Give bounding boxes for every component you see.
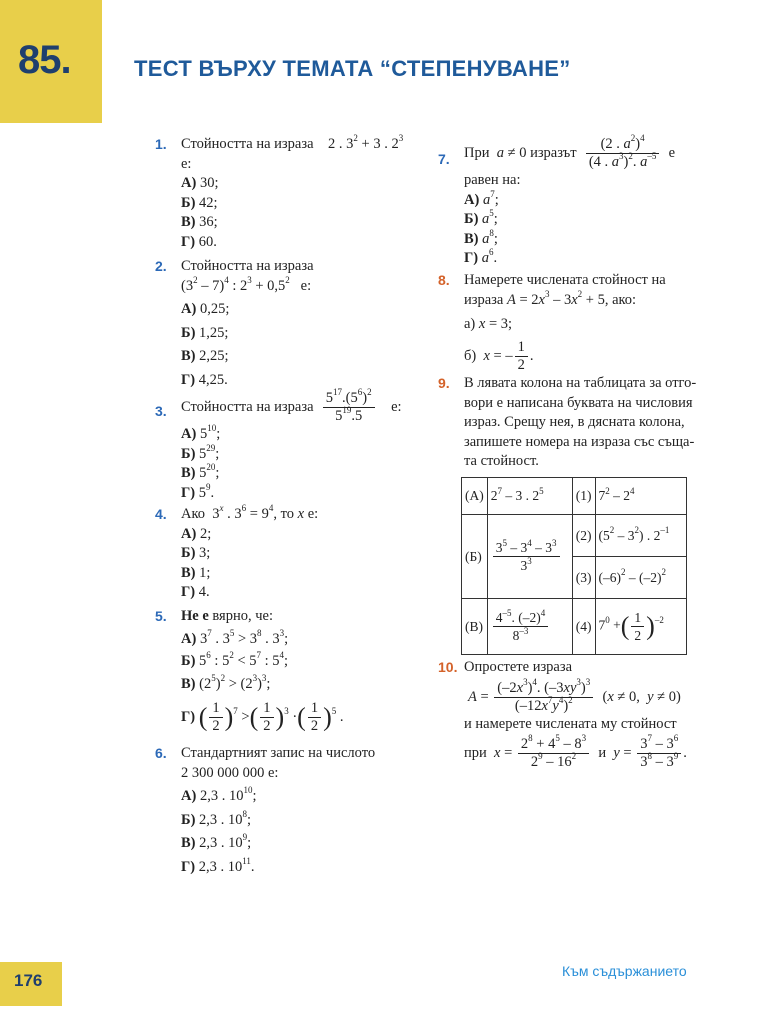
question-number: 3. <box>155 403 167 419</box>
question-3: 3. Стойността на израза $\frac{5^{17}.(5^6)^2}{5^{19}.5}$ е: А) $5^{10}$; Б) $5^{29}$; В) $5^{20}$; Г) $5^9$. <box>155 390 402 503</box>
question-tail: е: <box>181 155 192 172</box>
question-text-2: 2 300 000 000 е: <box>181 764 279 781</box>
option-b[interactable]: Б) $5^6$ : $5^2 < 5^7$ : $5^4$; <box>181 650 289 669</box>
table-cell: (В) <box>462 599 488 655</box>
option-c[interactable]: В) $(2^5)^2 > (2^3)^3$; <box>181 672 271 692</box>
option-b[interactable]: Б) 3; <box>181 545 211 561</box>
option-b[interactable]: Б) 42; <box>181 194 218 211</box>
page-number: 176 <box>14 971 43 990</box>
table-of-contents-link[interactable]: Към съдържанието <box>562 963 687 979</box>
option-a[interactable]: А) $a^7$; <box>464 188 499 208</box>
table-cell: $7^2 - 2^4$ <box>595 478 686 515</box>
question-text: Стойността на израза <box>181 258 314 274</box>
option-a[interactable]: А) 2,3 . $10^{10}$; <box>181 785 257 804</box>
lesson-number: 85. <box>18 38 71 82</box>
table-cell: (А) <box>462 478 488 515</box>
question-5 <box>155 607 344 735</box>
question-text: Опростете израза <box>464 659 573 675</box>
question-text: Не е вярно, че: <box>181 608 273 624</box>
option-a[interactable]: А) 0,25; <box>181 301 230 317</box>
question-number: 5. <box>155 608 167 624</box>
question-6 <box>155 744 375 877</box>
question-text-2: равен на: <box>464 172 521 188</box>
option-b[interactable]: Б) $a^5$; <box>464 208 498 227</box>
question-number: 2. <box>155 258 167 274</box>
question-10: 10. Опростете израза A = $\frac{(-2x^3)^4. (-3xy^3)^3}{(-12x^7y^4)^2}$ (x ≠ 0, y ≠ 0) и намерете числената му стойност при x = $\frac{2^8 + 4^5 - 8^3}{2^9 - 16^2}$ и y = $\frac{3^7 - 3^6}{3^8 - 3^9}$ . <box>438 659 687 770</box>
question-1: 1. Стойността на израза 2 . $3^2 + 3$ . $2^3$ е: А) 30; Б) 42; В) 36; Г) 60. <box>155 135 403 252</box>
option-c[interactable]: В) $a^8$; <box>464 227 498 247</box>
question-2: 2. Стойността на израза $(3^2 - 7)^4$ : $2^3 + 0,5^2$ е: А) 0,25; Б) 1,25; В) 2,25; Г) 4,25. <box>155 257 314 390</box>
matching-table <box>461 477 687 655</box>
expression-fraction: $\frac{5^{17}.(5^6)^2}{5^{19}.5}$ <box>323 390 375 425</box>
option-a[interactable]: А) 30; <box>181 175 219 191</box>
table-cell: (4) <box>572 599 595 655</box>
option-b[interactable]: Б) 1,25; <box>181 324 229 341</box>
question-number: 6. <box>155 745 167 761</box>
question-text-2: и намерете числената му стойност <box>464 715 677 732</box>
option-c[interactable]: В) 1; <box>181 564 211 581</box>
option-c[interactable]: В) 2,3 . $10^9$; <box>181 832 252 851</box>
option-b[interactable]: Б) 2,3 . $10^8$; <box>181 808 252 828</box>
option-b[interactable]: Б) $5^{29}$; <box>181 442 220 462</box>
option-a[interactable]: А) $5^{10}$; <box>181 423 221 442</box>
expression-fraction: $\frac{(2 . a^2)^4}{(4 . a^3)^2. a^{-5}}$ <box>586 136 660 171</box>
question-number: 8. <box>438 272 450 288</box>
option-d[interactable]: Г) 4,25. <box>181 371 228 388</box>
option-d[interactable]: Г) $5^9$. <box>181 481 215 501</box>
page-title: ТЕСТ ВЪРХУ ТЕМАТА “СТЕПЕНУВАНЕ” <box>134 56 571 81</box>
option-a[interactable]: А) $3^7$ . $3^5 > 3^8$ . $3^3$; <box>181 627 289 647</box>
question-number: 1. <box>155 136 167 152</box>
table-cell: (3) <box>572 557 595 599</box>
option-c[interactable]: В) 2,25; <box>181 348 229 364</box>
table-cell: $(5^2 - 3^2)$ . $2^{-1}$ <box>595 515 686 557</box>
part-b: б) x = – $\frac{1}{2}$ . <box>464 338 534 373</box>
option-d[interactable]: Г) 60. <box>181 233 217 250</box>
question-text: Ако 3$^x$ . $3^6 = 9^4$, то x е: <box>181 503 319 522</box>
table-cell: (1) <box>572 478 595 515</box>
option-c[interactable]: В) 36; <box>181 214 218 230</box>
question-number: 9. <box>438 375 450 391</box>
question-7: 7. При a ≠ 0 изразът $\frac{(2 . a^2)^4}{(4 . a^3)^2. a^{-5}}$ е равен на: А) $a^7$; Б) $a^5$; В) $a^8$; Г) $a^6$. <box>438 136 675 269</box>
table-cell: (Б) <box>462 515 488 599</box>
question-text: Стойността на израза <box>181 136 314 152</box>
table-cell: $(-6)^2 - (-2)^2$ <box>595 557 686 599</box>
table-cell: $7^0$ +( $\frac{1}{2}$ )$^{-2}$ <box>595 599 686 655</box>
option-d[interactable]: Г) ( $\frac{1}{2}$ )$^7$ >( $\frac{1}{2}$ )$^3$ ·( $\frac{1}{2}$ )$^5$ . <box>181 700 344 734</box>
table-cell: $\frac{4^{-5}. (-2)^4}{8^{-3}}$ <box>487 599 572 655</box>
option-a[interactable]: А) 2; <box>181 525 212 542</box>
question-4 <box>155 505 318 603</box>
question-number: 10. <box>438 659 458 675</box>
option-c[interactable]: В) $5^{20}$; <box>181 462 220 481</box>
option-d[interactable]: Г) 4. <box>181 584 210 600</box>
question-number: 7. <box>438 151 450 167</box>
part-a: а) x = 3; <box>464 316 513 332</box>
question-text: Стойността на израза <box>181 398 314 415</box>
table-cell: $2^7 - 3$ . $2^5$ <box>487 478 572 515</box>
question-text: Намерете числената стойност на <box>464 272 666 288</box>
question-9: 9. В лявата колона на таблицата за отго- вори е написана буквата на числовия израз. Срещу нея, в дясната колона, запишете номера на израза със съща- та стойност. <box>438 375 697 469</box>
question-text: Стандартният запис на числото <box>181 745 376 761</box>
question-8: 8. Намерете числената стойност на израза $A = 2x^3 - 3x^2 + 5$, ако: а) x = 3; б) x = – $\frac{1}{2}$ . <box>438 272 666 373</box>
table-cell: (2) <box>572 515 595 557</box>
option-d[interactable]: Г) $a^6$. <box>464 247 498 266</box>
option-d[interactable]: Г) 2,3 . $10^{11}$. <box>181 855 255 875</box>
table-cell: $\frac{3^5 - 3^4 - 3^3}{3^3}$ <box>487 515 572 599</box>
question-number: 4. <box>155 506 167 522</box>
